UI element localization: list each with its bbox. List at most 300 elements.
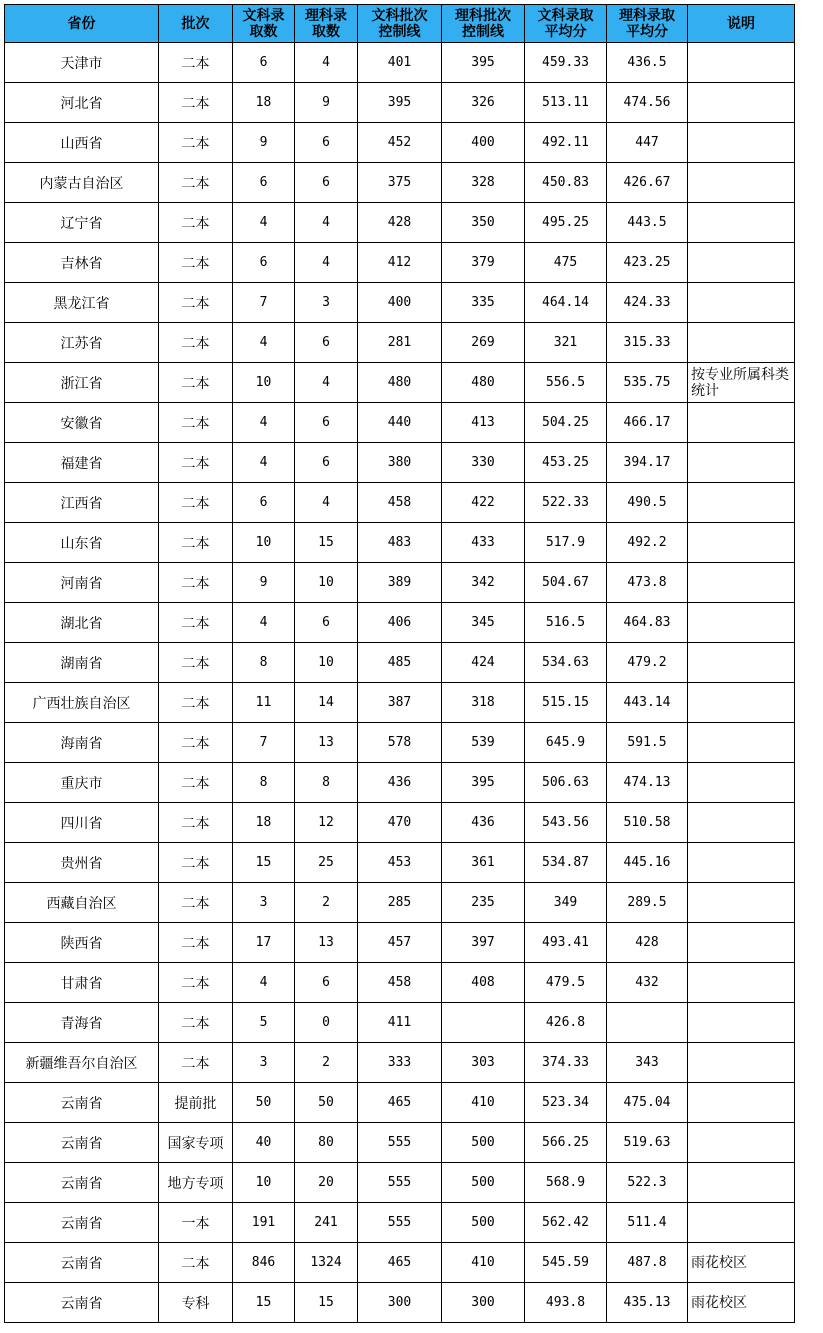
- cell-science-avg-score: 423.25: [607, 243, 688, 283]
- cell-arts-cutoff: 465: [358, 1243, 442, 1283]
- cell-science-cutoff: 539: [442, 723, 525, 763]
- cell-science-avg-score: 315.33: [607, 323, 688, 363]
- cell-batch: 二本: [159, 563, 233, 603]
- cell-batch: 二本: [159, 163, 233, 203]
- cell-science-cutoff: 395: [442, 763, 525, 803]
- cell-province: 新疆维吾尔自治区: [5, 1043, 159, 1083]
- cell-science-cutoff: 424: [442, 643, 525, 683]
- cell-science-avg-score: 394.17: [607, 443, 688, 483]
- cell-note: [688, 163, 795, 203]
- cell-note: [688, 483, 795, 523]
- cell-science-cutoff: 269: [442, 323, 525, 363]
- cell-arts-cutoff: 452: [358, 123, 442, 163]
- cell-science-cutoff: 480: [442, 363, 525, 403]
- cell-arts-cutoff: 406: [358, 603, 442, 643]
- cell-note: 雨花校区: [688, 1243, 795, 1283]
- cell-arts-cutoff: 480: [358, 363, 442, 403]
- table-row: [5, 1043, 795, 1083]
- cell-science-avg-score: 435.13: [607, 1283, 688, 1323]
- cell-province: 天津市: [5, 43, 159, 83]
- cell-province: 海南省: [5, 723, 159, 763]
- cell-province: 云南省: [5, 1163, 159, 1203]
- cell-arts-admitted: 10: [233, 363, 295, 403]
- header-science-cutoff: 理科批次 控制线: [442, 5, 525, 43]
- cell-science-admitted: 6: [295, 163, 358, 203]
- cell-arts-admitted: 4: [233, 403, 295, 443]
- cell-note: [688, 723, 795, 763]
- cell-arts-admitted: 18: [233, 803, 295, 843]
- cell-province: 辽宁省: [5, 203, 159, 243]
- cell-arts-avg-score: 495.25: [525, 203, 607, 243]
- cell-arts-avg-score: 513.11: [525, 83, 607, 123]
- table-row: [5, 723, 795, 763]
- cell-note: [688, 403, 795, 443]
- cell-science-cutoff: 342: [442, 563, 525, 603]
- cell-arts-avg-score: 475: [525, 243, 607, 283]
- cell-arts-cutoff: 578: [358, 723, 442, 763]
- cell-arts-avg-score: 645.9: [525, 723, 607, 763]
- cell-arts-admitted: 50: [233, 1083, 295, 1123]
- cell-note: 按专业所属科类统计: [688, 363, 795, 403]
- cell-province: 黑龙江省: [5, 283, 159, 323]
- cell-science-avg-score: 447: [607, 123, 688, 163]
- cell-science-avg-score: 475.04: [607, 1083, 688, 1123]
- cell-note: [688, 243, 795, 283]
- cell-note: [688, 683, 795, 723]
- cell-arts-admitted: 6: [233, 243, 295, 283]
- cell-arts-admitted: 3: [233, 883, 295, 923]
- cell-science-admitted: 4: [295, 243, 358, 283]
- cell-arts-avg-score: 568.9: [525, 1163, 607, 1203]
- cell-batch: 二本: [159, 523, 233, 563]
- cell-arts-cutoff: 485: [358, 643, 442, 683]
- cell-science-admitted: 20: [295, 1163, 358, 1203]
- cell-arts-avg-score: 492.11: [525, 123, 607, 163]
- cell-batch: 一本: [159, 1203, 233, 1243]
- cell-note: [688, 883, 795, 923]
- table-row: [5, 43, 795, 83]
- cell-batch: 二本: [159, 1003, 233, 1043]
- cell-science-admitted: 6: [295, 963, 358, 1003]
- cell-arts-admitted: 11: [233, 683, 295, 723]
- cell-science-cutoff: 303: [442, 1043, 525, 1083]
- cell-science-avg-score: 522.3: [607, 1163, 688, 1203]
- table-row: [5, 763, 795, 803]
- cell-arts-admitted: 3: [233, 1043, 295, 1083]
- cell-science-cutoff: 300: [442, 1283, 525, 1323]
- cell-batch: 二本: [159, 243, 233, 283]
- cell-batch: 二本: [159, 43, 233, 83]
- cell-province: 甘肃省: [5, 963, 159, 1003]
- cell-arts-cutoff: 389: [358, 563, 442, 603]
- cell-arts-avg-score: 453.25: [525, 443, 607, 483]
- cell-arts-cutoff: 453: [358, 843, 442, 883]
- cell-note: 雨花校区: [688, 1283, 795, 1323]
- table-row: [5, 523, 795, 563]
- cell-science-admitted: 15: [295, 1283, 358, 1323]
- cell-arts-cutoff: 380: [358, 443, 442, 483]
- cell-arts-cutoff: 555: [358, 1203, 442, 1243]
- table-row: [5, 643, 795, 683]
- cell-arts-admitted: 846: [233, 1243, 295, 1283]
- cell-province: 西藏自治区: [5, 883, 159, 923]
- cell-science-avg-score: 474.13: [607, 763, 688, 803]
- cell-arts-admitted: 6: [233, 163, 295, 203]
- cell-batch: 二本: [159, 443, 233, 483]
- cell-science-admitted: 1324: [295, 1243, 358, 1283]
- cell-arts-avg-score: 523.34: [525, 1083, 607, 1123]
- cell-note: [688, 443, 795, 483]
- cell-province: 江苏省: [5, 323, 159, 363]
- cell-science-avg-score: 443.14: [607, 683, 688, 723]
- cell-batch: 二本: [159, 843, 233, 883]
- cell-note: [688, 1163, 795, 1203]
- cell-arts-admitted: 8: [233, 763, 295, 803]
- cell-arts-cutoff: 483: [358, 523, 442, 563]
- cell-science-cutoff: 422: [442, 483, 525, 523]
- cell-science-avg-score: 511.4: [607, 1203, 688, 1243]
- cell-arts-avg-score: 534.87: [525, 843, 607, 883]
- table-row: [5, 1243, 795, 1283]
- cell-arts-cutoff: 281: [358, 323, 442, 363]
- cell-arts-avg-score: 504.67: [525, 563, 607, 603]
- cell-province: 云南省: [5, 1203, 159, 1243]
- cell-note: [688, 1203, 795, 1243]
- cell-science-admitted: 8: [295, 763, 358, 803]
- cell-arts-cutoff: 375: [358, 163, 442, 203]
- cell-science-admitted: 13: [295, 923, 358, 963]
- cell-arts-cutoff: 440: [358, 403, 442, 443]
- cell-arts-cutoff: 470: [358, 803, 442, 843]
- table-row: [5, 923, 795, 963]
- cell-science-admitted: 6: [295, 603, 358, 643]
- cell-batch: 二本: [159, 323, 233, 363]
- cell-arts-cutoff: 457: [358, 923, 442, 963]
- cell-arts-avg-score: 459.33: [525, 43, 607, 83]
- cell-arts-avg-score: 464.14: [525, 283, 607, 323]
- cell-science-avg-score: 424.33: [607, 283, 688, 323]
- cell-arts-avg-score: 566.25: [525, 1123, 607, 1163]
- cell-arts-cutoff: 400: [358, 283, 442, 323]
- cell-science-cutoff: 330: [442, 443, 525, 483]
- table-row: [5, 443, 795, 483]
- cell-province: 重庆市: [5, 763, 159, 803]
- cell-province: 贵州省: [5, 843, 159, 883]
- cell-science-admitted: 0: [295, 1003, 358, 1043]
- header-arts-admitted: 文科录 取数: [233, 5, 295, 43]
- cell-arts-avg-score: 506.63: [525, 763, 607, 803]
- cell-arts-avg-score: 450.83: [525, 163, 607, 203]
- cell-science-admitted: 2: [295, 883, 358, 923]
- cell-science-avg-score: 487.8: [607, 1243, 688, 1283]
- cell-arts-avg-score: 534.63: [525, 643, 607, 683]
- cell-science-avg-score: 535.75: [607, 363, 688, 403]
- cell-science-avg-score: 473.8: [607, 563, 688, 603]
- table-row: [5, 83, 795, 123]
- cell-arts-admitted: 15: [233, 1283, 295, 1323]
- cell-arts-avg-score: 479.5: [525, 963, 607, 1003]
- cell-science-avg-score: 464.83: [607, 603, 688, 643]
- table-body: [5, 43, 795, 1323]
- cell-arts-avg-score: 515.15: [525, 683, 607, 723]
- header-arts-avg-score: 文科录取 平均分: [525, 5, 607, 43]
- cell-science-avg-score: 426.67: [607, 163, 688, 203]
- cell-science-admitted: 25: [295, 843, 358, 883]
- cell-province: 陕西省: [5, 923, 159, 963]
- table-row: [5, 683, 795, 723]
- cell-arts-admitted: 7: [233, 283, 295, 323]
- cell-arts-avg-score: 426.8: [525, 1003, 607, 1043]
- cell-province: 四川省: [5, 803, 159, 843]
- cell-arts-cutoff: 555: [358, 1123, 442, 1163]
- cell-science-admitted: 6: [295, 323, 358, 363]
- cell-science-admitted: 3: [295, 283, 358, 323]
- cell-batch: 专科: [159, 1283, 233, 1323]
- cell-province: 湖南省: [5, 643, 159, 683]
- cell-arts-cutoff: 285: [358, 883, 442, 923]
- cell-science-avg-score: 428: [607, 923, 688, 963]
- cell-science-admitted: 14: [295, 683, 358, 723]
- cell-arts-cutoff: 555: [358, 1163, 442, 1203]
- cell-science-admitted: 15: [295, 523, 358, 563]
- cell-arts-admitted: 6: [233, 43, 295, 83]
- header-note: 说明: [688, 5, 795, 43]
- cell-science-avg-score: 443.5: [607, 203, 688, 243]
- cell-batch: 国家专项: [159, 1123, 233, 1163]
- cell-province: 河南省: [5, 563, 159, 603]
- cell-note: [688, 803, 795, 843]
- cell-science-avg-score: 445.16: [607, 843, 688, 883]
- cell-province: 河北省: [5, 83, 159, 123]
- cell-science-cutoff: 379: [442, 243, 525, 283]
- table-row: [5, 1003, 795, 1043]
- cell-province: 云南省: [5, 1083, 159, 1123]
- cell-science-admitted: 6: [295, 403, 358, 443]
- cell-province: 内蒙古自治区: [5, 163, 159, 203]
- cell-science-avg-score: 343: [607, 1043, 688, 1083]
- cell-science-cutoff: 408: [442, 963, 525, 1003]
- cell-science-cutoff: 500: [442, 1163, 525, 1203]
- cell-science-avg-score: 591.5: [607, 723, 688, 763]
- header-province: 省份: [5, 5, 159, 43]
- cell-arts-admitted: 5: [233, 1003, 295, 1043]
- header-science-avg-score: 理科录取 平均分: [607, 5, 688, 43]
- cell-arts-cutoff: 465: [358, 1083, 442, 1123]
- cell-arts-cutoff: 458: [358, 963, 442, 1003]
- cell-arts-admitted: 9: [233, 123, 295, 163]
- cell-arts-admitted: 6: [233, 483, 295, 523]
- cell-arts-admitted: 17: [233, 923, 295, 963]
- cell-batch: 二本: [159, 963, 233, 1003]
- cell-note: [688, 1083, 795, 1123]
- cell-arts-avg-score: 374.33: [525, 1043, 607, 1083]
- cell-province: 吉林省: [5, 243, 159, 283]
- cell-science-avg-score: 510.58: [607, 803, 688, 843]
- cell-science-admitted: 4: [295, 43, 358, 83]
- cell-science-avg-score: 519.63: [607, 1123, 688, 1163]
- cell-science-cutoff: 395: [442, 43, 525, 83]
- cell-arts-cutoff: 300: [358, 1283, 442, 1323]
- table-row: [5, 203, 795, 243]
- table-row: [5, 1083, 795, 1123]
- cell-batch: 二本: [159, 923, 233, 963]
- cell-science-cutoff: 410: [442, 1083, 525, 1123]
- cell-arts-admitted: 8: [233, 643, 295, 683]
- cell-note: [688, 523, 795, 563]
- cell-arts-cutoff: 387: [358, 683, 442, 723]
- cell-note: [688, 283, 795, 323]
- cell-province: 云南省: [5, 1123, 159, 1163]
- cell-note: [688, 43, 795, 83]
- cell-batch: 地方专项: [159, 1163, 233, 1203]
- cell-province: 江西省: [5, 483, 159, 523]
- cell-science-admitted: 12: [295, 803, 358, 843]
- cell-arts-admitted: 4: [233, 963, 295, 1003]
- cell-arts-cutoff: 401: [358, 43, 442, 83]
- cell-science-admitted: 2: [295, 1043, 358, 1083]
- admission-table: [4, 4, 795, 1323]
- header-row: [5, 5, 795, 43]
- cell-science-cutoff: 436: [442, 803, 525, 843]
- cell-batch: 二本: [159, 683, 233, 723]
- cell-arts-admitted: 10: [233, 523, 295, 563]
- cell-batch: 二本: [159, 203, 233, 243]
- cell-arts-avg-score: 517.9: [525, 523, 607, 563]
- cell-province: 青海省: [5, 1003, 159, 1043]
- table-row: [5, 163, 795, 203]
- table-row: [5, 1283, 795, 1323]
- cell-science-cutoff: 335: [442, 283, 525, 323]
- cell-batch: 二本: [159, 363, 233, 403]
- cell-science-cutoff: 328: [442, 163, 525, 203]
- cell-arts-cutoff: 411: [358, 1003, 442, 1043]
- cell-arts-avg-score: 516.5: [525, 603, 607, 643]
- cell-arts-cutoff: 395: [358, 83, 442, 123]
- cell-science-admitted: 10: [295, 563, 358, 603]
- cell-note: [688, 763, 795, 803]
- cell-province: 安徽省: [5, 403, 159, 443]
- cell-batch: 二本: [159, 803, 233, 843]
- cell-arts-admitted: 18: [233, 83, 295, 123]
- table-row: [5, 363, 795, 403]
- cell-note: [688, 963, 795, 1003]
- cell-arts-avg-score: 556.5: [525, 363, 607, 403]
- cell-arts-avg-score: 321: [525, 323, 607, 363]
- table-row: [5, 603, 795, 643]
- cell-arts-admitted: 15: [233, 843, 295, 883]
- cell-province: 云南省: [5, 1283, 159, 1323]
- cell-arts-avg-score: 522.33: [525, 483, 607, 523]
- cell-arts-avg-score: 562.42: [525, 1203, 607, 1243]
- table-row: [5, 1123, 795, 1163]
- cell-science-cutoff: 397: [442, 923, 525, 963]
- cell-arts-cutoff: 458: [358, 483, 442, 523]
- cell-arts-cutoff: 333: [358, 1043, 442, 1083]
- cell-province: 云南省: [5, 1243, 159, 1283]
- cell-science-avg-score: 492.2: [607, 523, 688, 563]
- table-row: [5, 483, 795, 523]
- cell-batch: 二本: [159, 1243, 233, 1283]
- table-row: [5, 1203, 795, 1243]
- header-batch: 批次: [159, 5, 233, 43]
- cell-province: 湖北省: [5, 603, 159, 643]
- cell-science-admitted: 13: [295, 723, 358, 763]
- table-row: [5, 283, 795, 323]
- cell-note: [688, 843, 795, 883]
- cell-science-avg-score: 479.2: [607, 643, 688, 683]
- cell-science-admitted: 80: [295, 1123, 358, 1163]
- cell-science-admitted: 4: [295, 203, 358, 243]
- cell-science-avg-score: 432: [607, 963, 688, 1003]
- cell-science-cutoff: [442, 1003, 525, 1043]
- cell-arts-avg-score: 349: [525, 883, 607, 923]
- cell-arts-admitted: 4: [233, 203, 295, 243]
- cell-arts-avg-score: 543.56: [525, 803, 607, 843]
- cell-arts-admitted: 10: [233, 1163, 295, 1203]
- cell-science-avg-score: 474.56: [607, 83, 688, 123]
- cell-science-admitted: 4: [295, 363, 358, 403]
- table-row: [5, 803, 795, 843]
- cell-science-avg-score: 289.5: [607, 883, 688, 923]
- cell-science-cutoff: 235: [442, 883, 525, 923]
- cell-province: 山东省: [5, 523, 159, 563]
- cell-arts-admitted: 7: [233, 723, 295, 763]
- cell-arts-cutoff: 412: [358, 243, 442, 283]
- cell-arts-avg-score: 504.25: [525, 403, 607, 443]
- cell-arts-admitted: 4: [233, 443, 295, 483]
- cell-science-cutoff: 318: [442, 683, 525, 723]
- cell-science-admitted: 10: [295, 643, 358, 683]
- table-row: [5, 243, 795, 283]
- cell-batch: 二本: [159, 483, 233, 523]
- cell-note: [688, 1003, 795, 1043]
- cell-arts-cutoff: 428: [358, 203, 442, 243]
- cell-science-cutoff: 500: [442, 1123, 525, 1163]
- cell-science-avg-score: 436.5: [607, 43, 688, 83]
- cell-province: 福建省: [5, 443, 159, 483]
- cell-province: 浙江省: [5, 363, 159, 403]
- cell-batch: 二本: [159, 603, 233, 643]
- table-row: [5, 323, 795, 363]
- cell-note: [688, 83, 795, 123]
- cell-arts-admitted: 9: [233, 563, 295, 603]
- cell-science-avg-score: [607, 1003, 688, 1043]
- table-row: [5, 963, 795, 1003]
- cell-batch: 二本: [159, 403, 233, 443]
- cell-batch: 提前批: [159, 1083, 233, 1123]
- header-science-admitted: 理科录 取数: [295, 5, 358, 43]
- cell-batch: 二本: [159, 123, 233, 163]
- cell-science-cutoff: 413: [442, 403, 525, 443]
- cell-arts-avg-score: 493.41: [525, 923, 607, 963]
- cell-note: [688, 123, 795, 163]
- cell-science-admitted: 50: [295, 1083, 358, 1123]
- cell-batch: 二本: [159, 83, 233, 123]
- cell-batch: 二本: [159, 883, 233, 923]
- cell-arts-avg-score: 493.8: [525, 1283, 607, 1323]
- cell-science-cutoff: 400: [442, 123, 525, 163]
- cell-science-admitted: 241: [295, 1203, 358, 1243]
- cell-note: [688, 923, 795, 963]
- cell-arts-admitted: 40: [233, 1123, 295, 1163]
- cell-science-admitted: 6: [295, 123, 358, 163]
- cell-arts-avg-score: 545.59: [525, 1243, 607, 1283]
- cell-note: [688, 563, 795, 603]
- cell-science-cutoff: 361: [442, 843, 525, 883]
- cell-note: [688, 323, 795, 363]
- header-arts-cutoff: 文科批次 控制线: [358, 5, 442, 43]
- table-row: [5, 1163, 795, 1203]
